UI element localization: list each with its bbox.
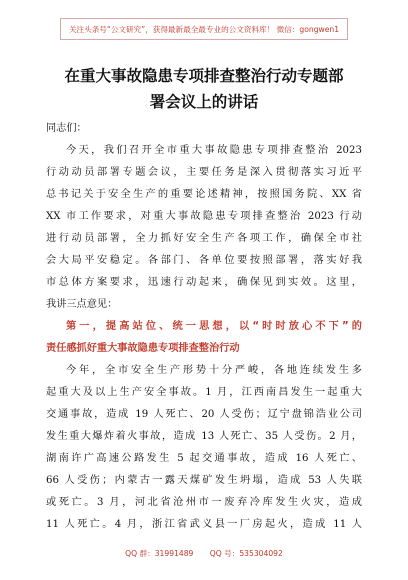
paragraph-line: 进行动员部署，全力抓好安全生产各项工作，确保全市社 — [46, 233, 362, 244]
paragraph-line: 或死亡。3 月，河北省沧州市一废弃冷库发生火灾，造成 — [46, 497, 362, 508]
paragraph-line: XX 市工作要求，对重大事故隐患专项排查整治 2023 行动 — [46, 211, 362, 222]
document-title-line-2: 署会议上的讲话 — [149, 93, 259, 111]
paragraph-line: 会大局平安稳定。各部门、各单位要按照部署，落实好我 — [46, 255, 362, 266]
paragraph-line: 今年，全市安全生产形势十分严峻，各地连续发生多 — [66, 365, 362, 376]
footer-qq-number: QQ 号：535304092 — [209, 549, 283, 558]
paragraph-line: 总书记关于安全生产的重要论述精神，按照国务院、XX 省 — [46, 189, 362, 200]
paragraph-line: 湖南许广高速公路发生 5 起交通事故，造成 16 人死亡、 — [46, 453, 362, 464]
section-heading-line: 第一，提高站位、统一思想，以“时时放心不下”的 — [66, 321, 362, 332]
footer-qq-group: QQ 群：31991489 — [125, 549, 194, 558]
paragraph-line: 起重大及以上生产安全事故。1 月，江西南昌发生一起重大 — [46, 387, 362, 398]
paragraph-line: 今天，我们召开全市重大事故隐患专项排查整治 2023 — [66, 145, 362, 156]
paragraph-line: 行动动员部署专题会议，主要任务是深入贯彻落实习近平 — [46, 167, 362, 178]
document-title-line-1: 在重大事故隐患专项排查整治行动专题部 — [64, 67, 344, 85]
promo-banner-text: 关注头条号“公文研究”，获得最新最全最专业的公文资料库！ 微信：gongwen1 — [68, 24, 340, 34]
paragraph-line: 66 人受伤；内蒙古一露天煤矿发生坍塌，造成 53 人失联 — [46, 475, 362, 486]
page-footer — [0, 548, 408, 559]
paragraph-line: 我讲三点意见： — [46, 299, 118, 310]
paragraph-line: 市总体方案要求，迅速行动起来，确保见到实效。这里， — [46, 277, 362, 288]
paragraph-line: 发生重大爆炸着火事故，造成 13 人死亡、35 人受伤。2 月， — [46, 431, 362, 442]
section-heading-line: 责任感抓好重大事故隐患专项排查整治行动 — [46, 343, 240, 354]
paragraph-line: 交通事故，造成 19 人死亡、20 人受伤；辽宁盘锦浩业公司 — [46, 409, 362, 420]
paragraph-line: 11 人死亡。4 月，浙江省武义县一厂房起火，造成 11 人 — [46, 519, 362, 530]
promo-banner — [60, 18, 348, 40]
greeting: 同志们： — [46, 123, 87, 134]
